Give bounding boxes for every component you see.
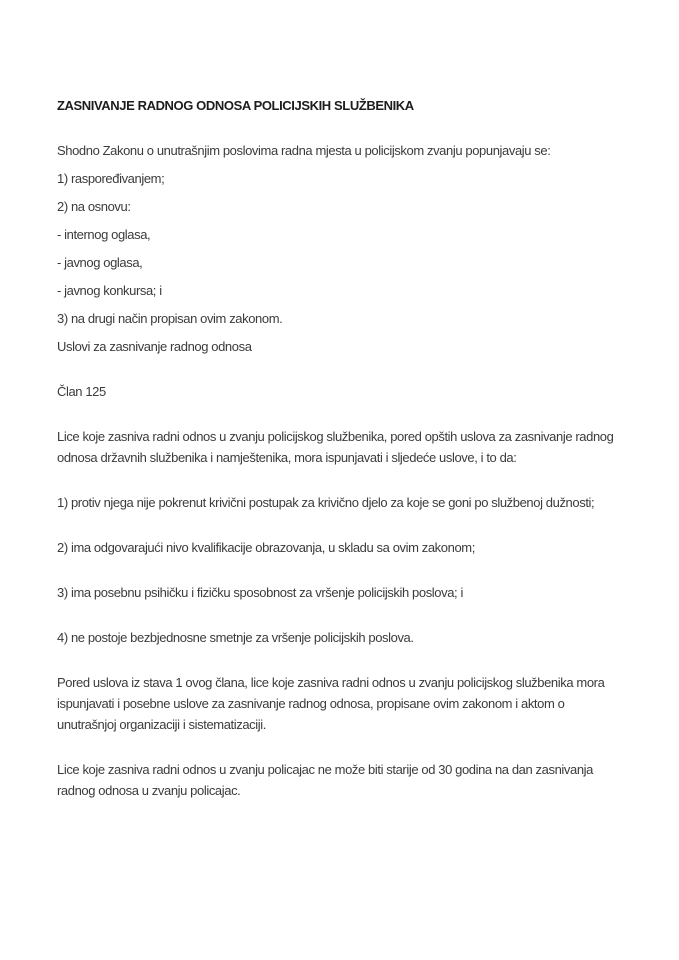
intro-paragraph: Shodno Zakonu o unutrašnjim poslovima radna mjesta u policijskom zvanju popunjavaju se:	[57, 143, 551, 158]
article-intro-paragraph: Lice koje zasniva radni odnos u zvanju policijskog službenika, pored opštih uslova za zasnivanje radnog odnosa državnih službenika i namještenika, mora ispunjavati i sljedeće uslove, i to da:	[57, 429, 614, 465]
closing-paragraph: Lice koje zasniva radni odnos u zvanju policajac ne može biti starije od 30 godina na dan zasnivanja radnog odnosa u zvanju policajac.	[57, 762, 593, 798]
fill-method-item: 2) na osnovu:	[57, 199, 131, 214]
fill-method-subitem: - javnog konkursa; i	[57, 283, 162, 298]
article-number: Član 125	[57, 384, 106, 399]
condition-item: 4) ne postoje bezbjednosne smetnje za vršenje policijskih poslova.	[57, 630, 414, 645]
fill-method-item: 1) raspoređivanjem;	[57, 171, 165, 186]
condition-item: 2) ima odgovarajući nivo kvalifikacije obrazovanja, u skladu sa ovim zakonom;	[57, 540, 475, 555]
fill-method-subitem: - javnog oglasa,	[57, 255, 143, 270]
fill-method-item: 3) na drugi način propisan ovim zakonom.	[57, 311, 283, 326]
page-title: ZASNIVANJE RADNOG ODNOSA POLICIJSKIH SLUŽBENIKA	[57, 98, 414, 113]
condition-item: 1) protiv njega nije pokrenut krivični postupak za krivično djelo za koje se goni po službenoj dužnosti;	[57, 495, 595, 510]
section-subheading: Uslovi za zasnivanje radnog odnosa	[57, 339, 252, 354]
closing-paragraph: Pored uslova iz stava 1 ovog člana, lice koje zasniva radni odnos u zvanju policijskog službenika mora ispunjavati i posebne uslove za zasnivanje radnog odnosa, propisane ovim zakonom i aktom o unutrašnjoj organizaciji i sistematizaciji.	[57, 675, 605, 732]
condition-item: 3) ima posebnu psihičku i fizičku sposobnost za vršenje policijskih poslova; i	[57, 585, 463, 600]
fill-method-subitem: - internog oglasa,	[57, 227, 151, 242]
